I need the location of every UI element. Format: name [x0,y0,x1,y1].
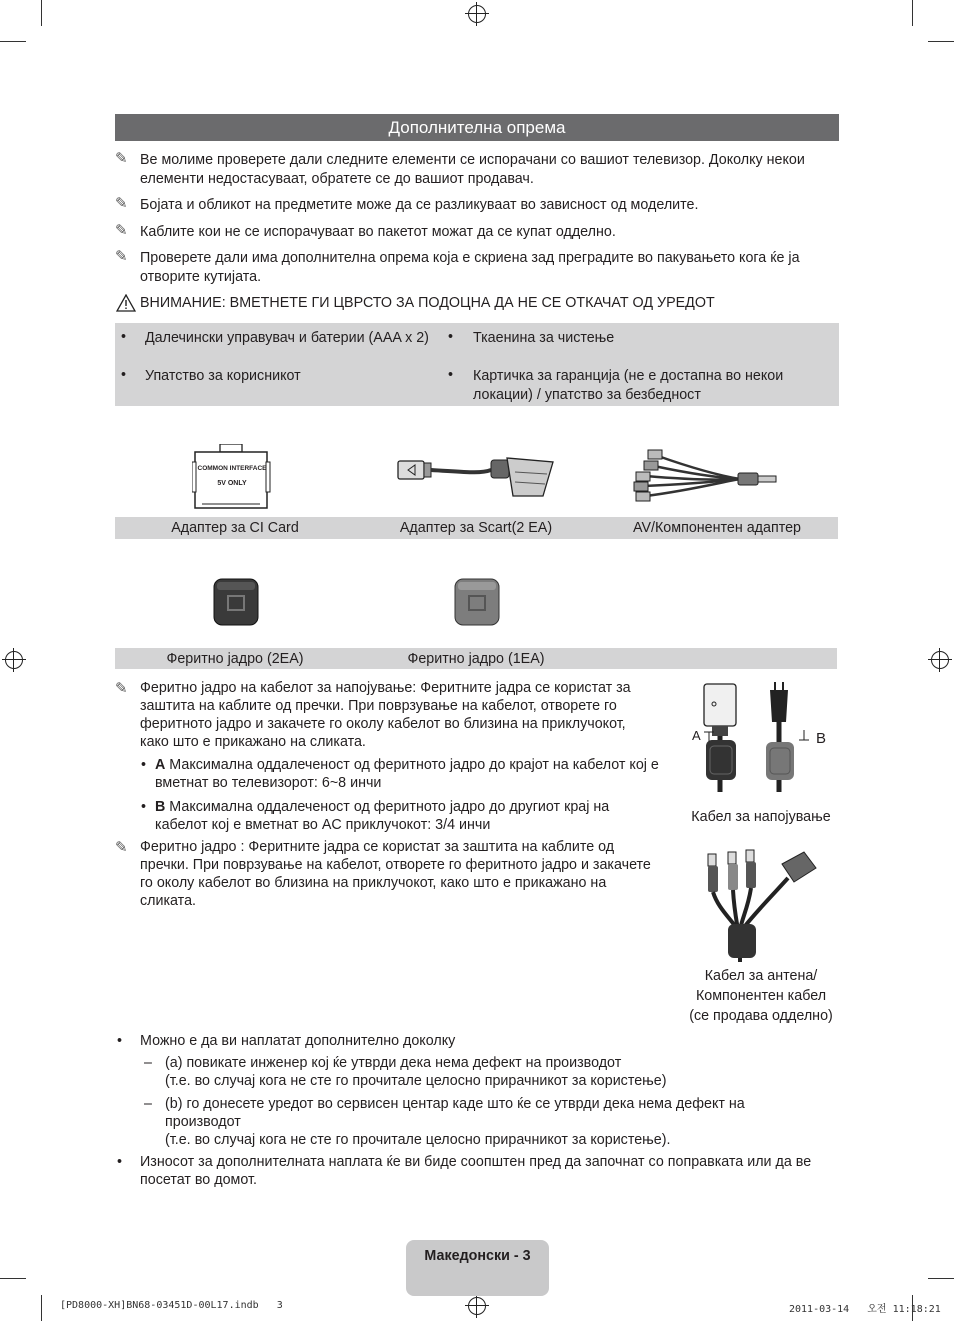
list-item: локации) / упатство за безбедност [473,387,701,403]
pencil-note-icon: ✎ [115,839,128,856]
caption-row [115,517,838,539]
pencil-note-icon: ✎ [115,150,128,167]
registration-mark-icon [468,1297,486,1315]
pencil-note-icon: ✎ [115,248,128,265]
page-number-tab: Македонски - 3 [406,1240,549,1296]
fee-sub-b: (b) го донесете уредот во сервисен центар каде што ќе се утврди дека нема дефект на производот (т.е. во случај кога не сте го прочитале целосно прирачникот за користење). [165,1096,745,1148]
bullet: • [121,329,127,345]
crop-mark [912,0,913,26]
ferrite-note-2: Феритно јадро : Феритните јадра се користат за заштита на каблите од пречки. При поврзување на кабелот, отворете го феритното јадро и закачете го околу кабелот во близина на приклучокот, како што е прикажано на сликата. [140,839,651,909]
bullet: • [117,1033,123,1049]
warning-icon [116,294,136,317]
label-a: A [692,728,701,743]
ferrite-note-1: Феритно јадро на кабелот за напојување: Феритните јадра се користат за заштита на каблите од пречки. При поврзување на кабелот, отворете го феритното јадро и закачете го околу кабелот во близина на приклучокот, како што е прикажано на сликата. [140,680,631,750]
crop-mark [41,0,42,26]
dash: – [144,1096,152,1112]
ferrite-a-item: A Максимална оддалеченост од феритното јадро до крајот на кабелот кој е вметнат во телевизорот: 6~8 инчи [155,757,659,791]
caption-ci-card: Адаптер за CI Card [171,520,299,536]
ci-label-line1: COMMON INTERFACE [197,465,267,472]
bullet: • [141,757,147,773]
caption-row [115,648,837,669]
fee-sub-a: (a) повикате инженер кој ќе утврди дека нема дефект на производот (т.е. во случај кога не сте го прочитале целосно прирачникот за користење) [165,1055,667,1089]
list-item: Упатство за корисникот [145,368,301,384]
bullet: • [121,367,127,383]
registration-mark-icon [468,5,486,23]
ci-label-line2: 5V ONLY [217,480,247,487]
list-item: Ткаенина за чистење [473,330,615,346]
scart-adapter-image [395,448,557,511]
ferrite-core-grey-image [454,578,500,631]
accessories-list [115,323,839,406]
ferrite-b-item: B Максимална оддалеченост од феритното јадро до другиот крај на кабелот кој е вметнат во AC приклучокот: 3/4 инчи [155,799,610,833]
registration-mark-icon [5,651,23,669]
footer-timestamp: 2011-03-14 오전 11:18:21 [789,1304,941,1315]
av-component-adapter-image [632,446,780,513]
pencil-note-icon: ✎ [115,195,128,212]
footer-file-info: [PD8000-XH]BN68-03451D-00L17.indb 3 [60,1300,283,1311]
fee-item-1: Можно е да ви наплатат дополнително доколку [140,1033,456,1049]
fee-item-2: Износот за дополнителната наплата ќе ви биде соопштен пред да започнат со поправката или да ве посетат во домот. [140,1154,812,1188]
bullet: • [117,1154,123,1170]
list-item: Картичка за гаранција (не е достапна во некои [473,368,784,384]
caption-scart: Адаптер за Scart(2 EA) [399,520,553,536]
caption-av-component: AV/Компонентен адаптер [632,520,801,536]
antenna-component-cable-image [700,848,825,967]
bullet: • [141,799,147,815]
label-b: B [816,730,827,747]
power-cable-image [690,682,835,797]
pencil-note-icon: ✎ [115,680,128,697]
caption-ferrite-2ea: Феритно јадро (2EA) [166,651,304,667]
list-item: Далечински управувач и батерии (AAA x 2) [145,330,429,346]
antenna-cable-caption: Кабел за антена/ Компонентен кабел (се продава одделно) [689,968,833,1024]
registration-mark-icon [931,651,949,669]
crop-mark [928,1278,954,1279]
crop-mark [0,1278,26,1279]
dash: – [144,1055,152,1071]
ci-card-adapter-image [192,444,272,515]
warning-text: ВНИМАНИЕ: ВМЕТНЕТЕ ГИ ЦВРСТО ЗА ПОДОЦНА ДА НЕ СЕ ОТКАЧАТ ОД УРЕДОТ [140,295,715,311]
section-title: Дополнителна опрема [115,114,839,141]
pencil-note-icon: ✎ [115,222,128,239]
crop-mark [928,41,954,42]
crop-mark [41,1295,42,1321]
bullet: • [448,367,454,383]
bullet: • [448,329,454,345]
caption-ferrite-1ea: Феритно јадро (1EA) [407,651,545,667]
crop-mark [0,41,26,42]
power-cable-caption: Кабел за напојување [691,809,831,825]
ferrite-core-dark-image [213,578,259,631]
